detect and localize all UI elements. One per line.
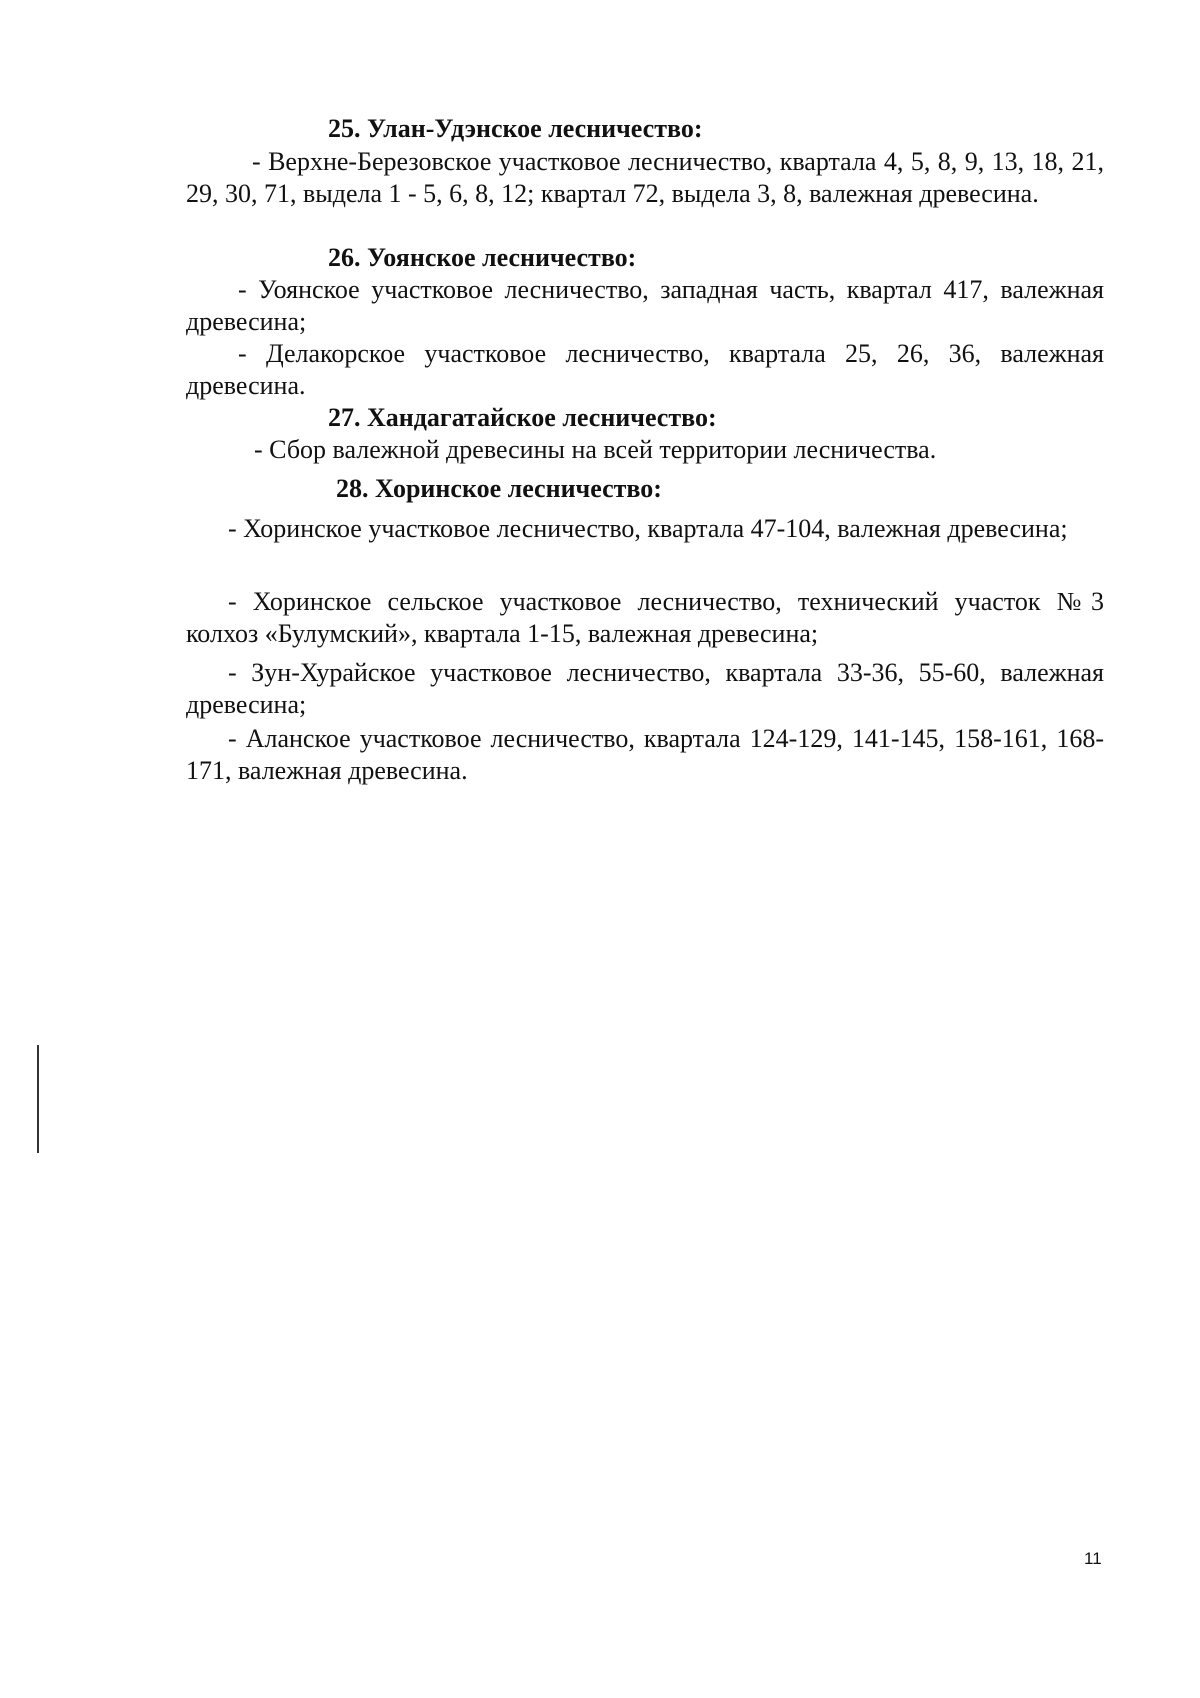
section-28-paragraph-1: - Хоринское участковое лесничество, квартала 47-104, валежная древесина;	[228, 514, 1068, 543]
section-28-paragraph-3: - Зун-Хурайское участковое лесничество, квартала 33-36, 55-60, валежная древесина;	[186, 658, 1104, 719]
section-heading-26: 26. Уоянское лесничество:	[328, 243, 637, 272]
section-28-paragraph-2: - Хоринское сельское участковое лесничество, технический участок №3 колхоз «Булумский», квартала 1-15, валежная древесина;	[186, 587, 1104, 648]
section-heading-27: 27. Хандагатайское лесничество:	[328, 403, 717, 432]
section-26-paragraph-1: - Уоянское участковое лесничество, западная часть, квартал 417, валежная древесина;	[186, 275, 1104, 336]
section-28-paragraph-4: - Аланское участковое лесничество, квартала 124-129, 141-145, 158-161, 168-171, валежная древесина.	[186, 724, 1104, 785]
section-25-paragraph-1: - Верхне-Березовское участковое лесничество, квартала 4, 5, 8, 9, 13, 18, 21, 29, 30, 71, выдела 1 - 5, 6, 8, 12; квартал 72, выдела 3, 8, валежная древесина.	[186, 147, 1104, 208]
page-number: 11	[1084, 1549, 1102, 1568]
section-26-paragraph-2: - Делакорское участковое лесничество, квартала 25, 26, 36, валежная древесина.	[186, 339, 1104, 400]
section-heading-25: 25. Улан-Удэнское лесничество:	[328, 114, 703, 143]
section-heading-28: 28. Хоринское лесничество:	[336, 474, 662, 503]
section-27-paragraph-1: - Сбор валежной древесины на всей территории лесничества.	[254, 435, 937, 464]
scan-margin-line	[37, 1045, 39, 1153]
